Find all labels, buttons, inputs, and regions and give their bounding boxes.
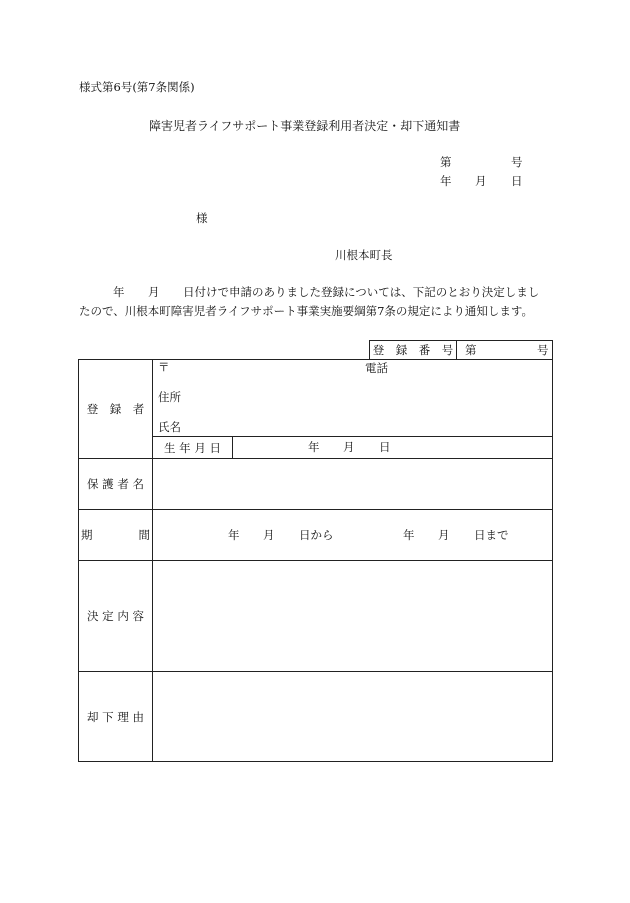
period-label: 期 間 — [79, 510, 153, 561]
period-from-day: 日から — [299, 528, 334, 542]
birth-month-label: 月 — [343, 440, 355, 454]
period-from-year: 年 — [228, 528, 240, 542]
doc-date-year: 年 — [440, 174, 452, 188]
body-year: 年 — [113, 285, 125, 299]
period-to-day: 日まで — [474, 528, 509, 542]
reg-number-suffix: 号 — [537, 343, 549, 357]
guardian-value-cell[interactable] — [153, 459, 553, 510]
period-from-month: 月 — [263, 528, 275, 542]
reg-number-label-cell — [369, 340, 457, 359]
form-table — [78, 359, 553, 762]
registrant-label: 登 録 者 — [79, 360, 153, 459]
doc-number-prefix: 第 — [440, 155, 452, 169]
period-value-cell[interactable] — [153, 510, 553, 561]
addressee-suffix: 様 — [196, 211, 208, 225]
body-month: 月 — [148, 285, 160, 299]
phone-label: 電話 — [365, 361, 388, 375]
decision-value-cell[interactable] — [153, 561, 553, 672]
rejection-value-cell[interactable] — [153, 672, 553, 762]
reg-number-value-cell[interactable] — [456, 340, 553, 359]
address-label: 住所 — [158, 390, 181, 404]
doc-number-suffix: 号 — [511, 155, 523, 169]
postal-mark: 〒 — [158, 360, 170, 374]
reg-number-prefix: 第 — [465, 343, 477, 357]
birth-day-label: 日 — [379, 440, 391, 454]
document-title: 障害児者ライフサポート事業登録利用者決定・却下通知書 — [149, 119, 461, 133]
form-id: 様式第6号(第7条関係) — [79, 80, 195, 94]
period-to-year: 年 — [403, 528, 415, 542]
body-line1-text: 日付けで申請のありました登録については、下記のとおり決定しまし — [183, 285, 540, 299]
reg-number-label: 登 録 番 号 — [372, 343, 454, 357]
rejection-label: 却 下 理 由 — [79, 672, 153, 762]
birthdate-label: 生 年 月 日 — [153, 437, 233, 459]
body-line2-text: たので、川根本町障害児者ライフサポート事業実施要綱第7条の規定により通知します。 — [79, 304, 533, 318]
sender-name: 川根本町長 — [335, 248, 393, 262]
doc-date-month: 月 — [475, 174, 487, 188]
guardian-label: 保 護 者 名 — [79, 459, 153, 510]
name-label: 氏名 — [158, 420, 181, 434]
birth-year-label: 年 — [308, 440, 320, 454]
decision-label: 決 定 内 容 — [79, 561, 153, 672]
registrant-info-cell[interactable] — [153, 360, 553, 437]
period-to-month: 月 — [438, 528, 450, 542]
doc-date-day: 日 — [511, 174, 523, 188]
birthdate-value-cell[interactable] — [233, 437, 553, 459]
